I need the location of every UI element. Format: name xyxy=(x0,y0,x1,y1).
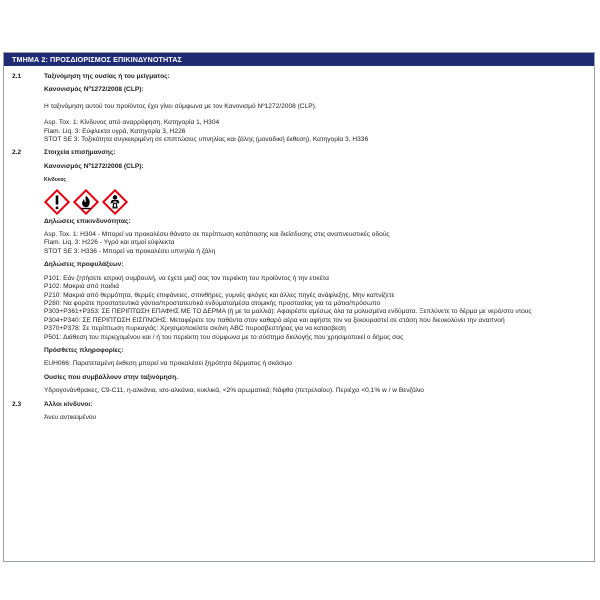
subsection-number: 2.2 xyxy=(12,149,22,157)
subsection-2-2-heading xyxy=(12,149,584,157)
hazard-statement: Flam. Liq. 3: H226 - Υγρό και ατμοί εύφλεκτα xyxy=(44,239,175,247)
hazard-statement: Asp. Tox. 1: H304 - Μπορεί να προκαλέσει θάνατο σε περίπτωση κατάποσης και διείσδυσης στις αναπνευστικές οδούς xyxy=(44,231,390,239)
health-hazard-icon xyxy=(102,189,128,215)
contributing-substances-text: Υδρογονάνθρακες, C9-C11, η-αλκάνια, ισο-αλκάνια, κυκλικά, <2% αρωματικά; Νάφθα (πετρελαίου). Περιέχει <0,1% w / w Βενζόλιο xyxy=(44,387,424,395)
precautionary-statement: P210: Μακριά από θερμότητα, θερμές επιφάνειες, σπινθήρες, γυμνές φλόγες και άλλες πηγές ανάφλεξης. Μην καπνίζετε xyxy=(44,291,395,299)
subsection-2-1-heading xyxy=(12,73,584,81)
subsection-title: Ταξινόμηση της ουσίας ή του μείγματος: xyxy=(44,73,170,80)
precautionary-statement: P101: Εάν ζητήσετε ιατρική συμβουλή, να έχετε μαζί σας τον περιέκτη του προϊόντος ή την ετικέτα xyxy=(44,274,329,282)
sds-section-panel xyxy=(3,52,595,562)
additional-info-text: EUH066: Παρατεταμένη έκθεση μπορεί να προκαλέσει ξηρότητα δέρματος ή σκάσιμο xyxy=(44,360,292,368)
precautionary-statement: P280: Να φοράτε προστατευτικά γάντια/προστατευτικά ενδύματα/μέσα ατομικής προστασίας για τα μάτια/πρόσωπο xyxy=(44,299,381,307)
subsection-title: Στοιχεία επισήμανσης: xyxy=(44,149,116,157)
flame-icon xyxy=(73,189,99,215)
subsection-number: 2.3 xyxy=(12,400,22,408)
exclamation-mark-icon xyxy=(44,189,70,215)
hazard-statements-heading: Δηλώσεις επικινδυνότητας: xyxy=(44,217,131,225)
classification-item: Asp. Tox. 1: Κίνδυνος από αναρρόφηση, Κατηγορία 1, H304 xyxy=(44,119,220,127)
additional-info-heading: Πρόσθετες πληροφορίες: xyxy=(44,346,124,354)
regulation-heading: Κανονισμός Νº1272/2008 (CLP): xyxy=(44,86,144,94)
classification-statement: Η ταξινόμηση αυτού του προϊόντος έχει γίνει σύμφωνα με τον Κανονισμό Νº1272/2008 (CLP). xyxy=(44,102,317,110)
precautionary-statement: P303+P361+P353: ΣΕ ΠΕΡΙΠΤΩΣΗ ΕΠΑΦΗΣ ΜΕ ΤΟ ΔΕΡΜΑ (ή με τα μαλλιά): Αφαιρέστε αμέσως όλα τα μολυσμένα ενδύματα. Ξεπλύνετε το δέρμα με νερό/στο ντους xyxy=(44,308,532,316)
regulation-heading: Κανονισμός Νº1272/2008 (CLP): xyxy=(44,162,144,170)
classification-item: STOT SE 3: Τοξικότητα συγκεκριμένη σε επιπτώσεις υπνηλίας και ζάλης (μοναδική έκθεση), Κατηγορία 3, H336 xyxy=(44,136,369,144)
precautionary-statement: P501: Διάθεση του περιεχομένου και / ή του περιέκτη του σύμφωνα με το σύστημα διαλογής που χρησιμοποιεί ο δήμος σας xyxy=(44,333,404,341)
subsection-title: Άλλοι κίνδυνοι: xyxy=(44,400,93,408)
subsection-number: 2.1 xyxy=(12,73,22,80)
precautionary-statement: P370+P378: Σε περίπτωση πυρκαγιάς: Χρησιμοποιείστε σκόνη ABC πυροσβεστήρας για να κατασβεση xyxy=(44,325,346,333)
hazard-statement: STOT SE 3: H336 - Μπορεί να προκαλέσει υπνηλία ή ζάλη xyxy=(44,247,216,255)
precautionary-statement: P304+P340: ΣΕ ΠΕΡΙΠΤΩΣΗ ΕΙΣΠΝΟΗΣ: Μεταφέρετε τον παθόντα στον καθαρό αέρα και αφήστε τον να ξεκουραστεί σε στάση που διευκολύνει την αναπνοή xyxy=(44,316,505,324)
section-header: ΤΜΗΜΑ 2: ΠΡΟΣΔΙΟΡΙΣΜΟΣ ΕΠΙΚΙΝΔΥΝΟΤΗΤΑΣ xyxy=(4,53,594,66)
other-hazards-text: Άνευ αντικειμένου xyxy=(44,413,97,421)
signal-word: Κίνδυνος xyxy=(44,177,67,184)
precautionary-statement: P102: Μακριά από παιδιά xyxy=(44,283,120,291)
section-content xyxy=(4,66,594,422)
contributing-substances-heading: Ουσίες που συμβάλλουν στην ταξινόμηση. xyxy=(44,373,179,381)
classification-item: Flam. Liq. 3: Εύφλεκτα υγρά, Κατηγορία 3, H226 xyxy=(44,127,186,135)
subsection-2-3-heading xyxy=(12,401,584,409)
ghs-pictograms xyxy=(44,189,584,215)
precautionary-statements-heading: Δηλώσεις προφυλάξεων: xyxy=(44,261,124,269)
